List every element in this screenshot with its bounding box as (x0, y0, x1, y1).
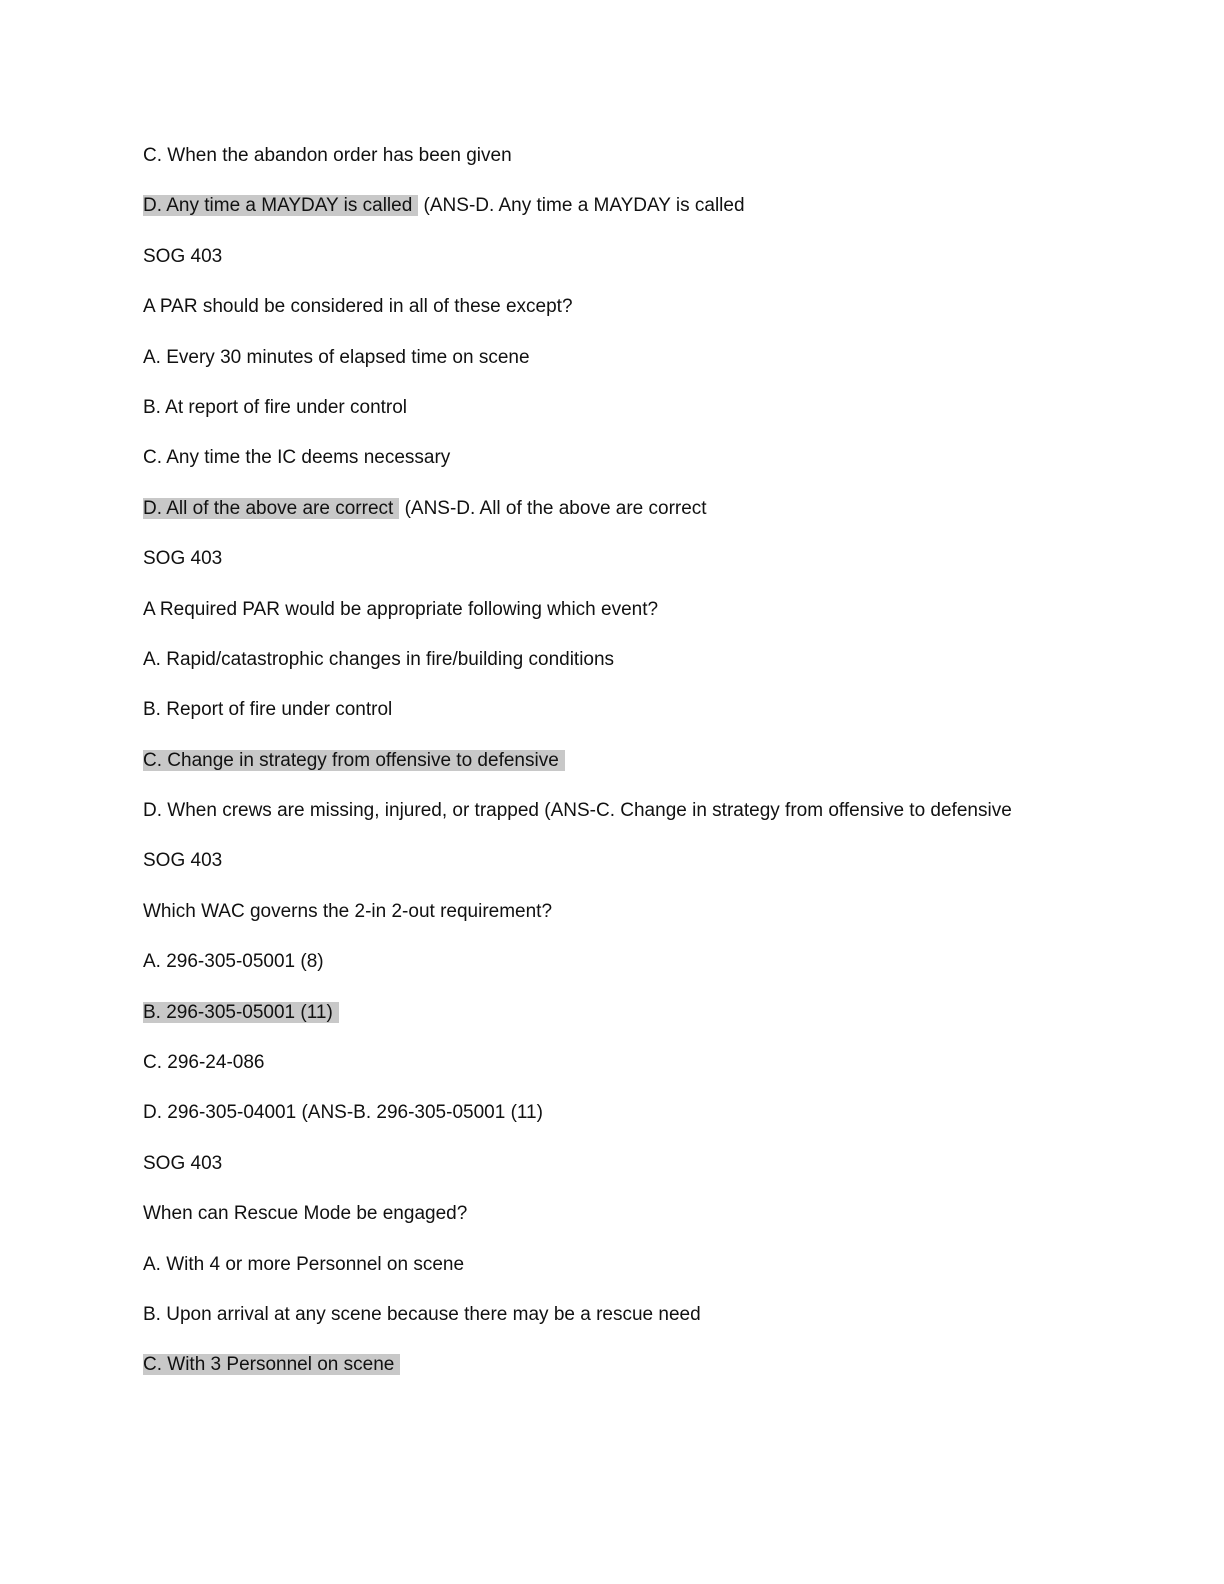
text-line (143, 242, 1143, 292)
text-line (143, 141, 1143, 191)
text-line (143, 998, 1143, 1048)
line-text: Which WAC governs the 2-in 2-out requirement? (143, 900, 553, 922)
text-line (143, 1048, 1143, 1098)
line-text: C. When the abandon order has been given (143, 145, 512, 166)
text-line (143, 796, 1143, 846)
line-text: C. 296-24-086 (143, 1052, 265, 1074)
line-text: When can Rescue Mode be engaged? (143, 1203, 468, 1225)
text-line (143, 1300, 1143, 1350)
text-line (143, 1250, 1143, 1300)
line-text: D. When crews are missing, injured, or trapped (ANS-C. Change in strategy from offensive to defensive (143, 800, 1012, 822)
text-line (143, 645, 1143, 695)
text-line (143, 746, 1143, 796)
text-line (143, 343, 1143, 393)
text-line (143, 595, 1143, 645)
text-line (143, 897, 1143, 947)
line-text: A PAR should be considered in all of these except? (143, 296, 573, 318)
line-text: SOG 403 (143, 245, 223, 267)
highlighted-text: D. All of the above are correct (143, 498, 399, 519)
text-line (143, 1149, 1143, 1199)
highlighted-text: D. Any time a MAYDAY is called (143, 195, 418, 216)
line-text: B. Upon arrival at any scene because there may be a rescue need (143, 1303, 701, 1325)
text-line (143, 1199, 1143, 1249)
text-line (143, 947, 1143, 997)
text-line (143, 695, 1143, 745)
line-text: (ANS-D. Any time a MAYDAY is called (418, 195, 745, 217)
document-lines (143, 141, 1143, 1401)
line-text: SOG 403 (143, 850, 223, 872)
line-text: A Required PAR would be appropriate following which event? (143, 598, 659, 620)
text-line (143, 1350, 1143, 1400)
line-text: A. Rapid/catastrophic changes in fire/building conditions (143, 648, 615, 670)
text-line (143, 393, 1143, 443)
line-text: B. At report of fire under control (143, 396, 408, 418)
line-text: C. Any time the IC deems necessary (143, 447, 451, 469)
text-line (143, 1098, 1143, 1148)
text-line (143, 544, 1143, 594)
text-line (143, 292, 1143, 342)
line-text: B. Report of fire under control (143, 699, 393, 721)
highlighted-text: C. Change in strategy from offensive to defensive (143, 750, 565, 771)
text-line (143, 494, 1143, 544)
line-text: SOG 403 (143, 548, 223, 570)
line-text: SOG 403 (143, 1152, 223, 1174)
line-text: A. With 4 or more Personnel on scene (143, 1253, 465, 1275)
line-text: A. 296-305-05001 (8) (143, 951, 324, 973)
highlighted-text: C. With 3 Personnel on scene (143, 1354, 400, 1375)
line-text: D. 296-305-04001 (ANS-B. 296-305-05001 (11) (143, 1102, 543, 1124)
highlighted-text: B. 296-305-05001 (11) (143, 1002, 339, 1023)
line-text: A. Every 30 minutes of elapsed time on scene (143, 346, 530, 368)
line-text: (ANS-D. All of the above are correct (399, 497, 707, 519)
text-line (143, 443, 1143, 493)
text-line (143, 846, 1143, 896)
text-line (143, 191, 1143, 241)
